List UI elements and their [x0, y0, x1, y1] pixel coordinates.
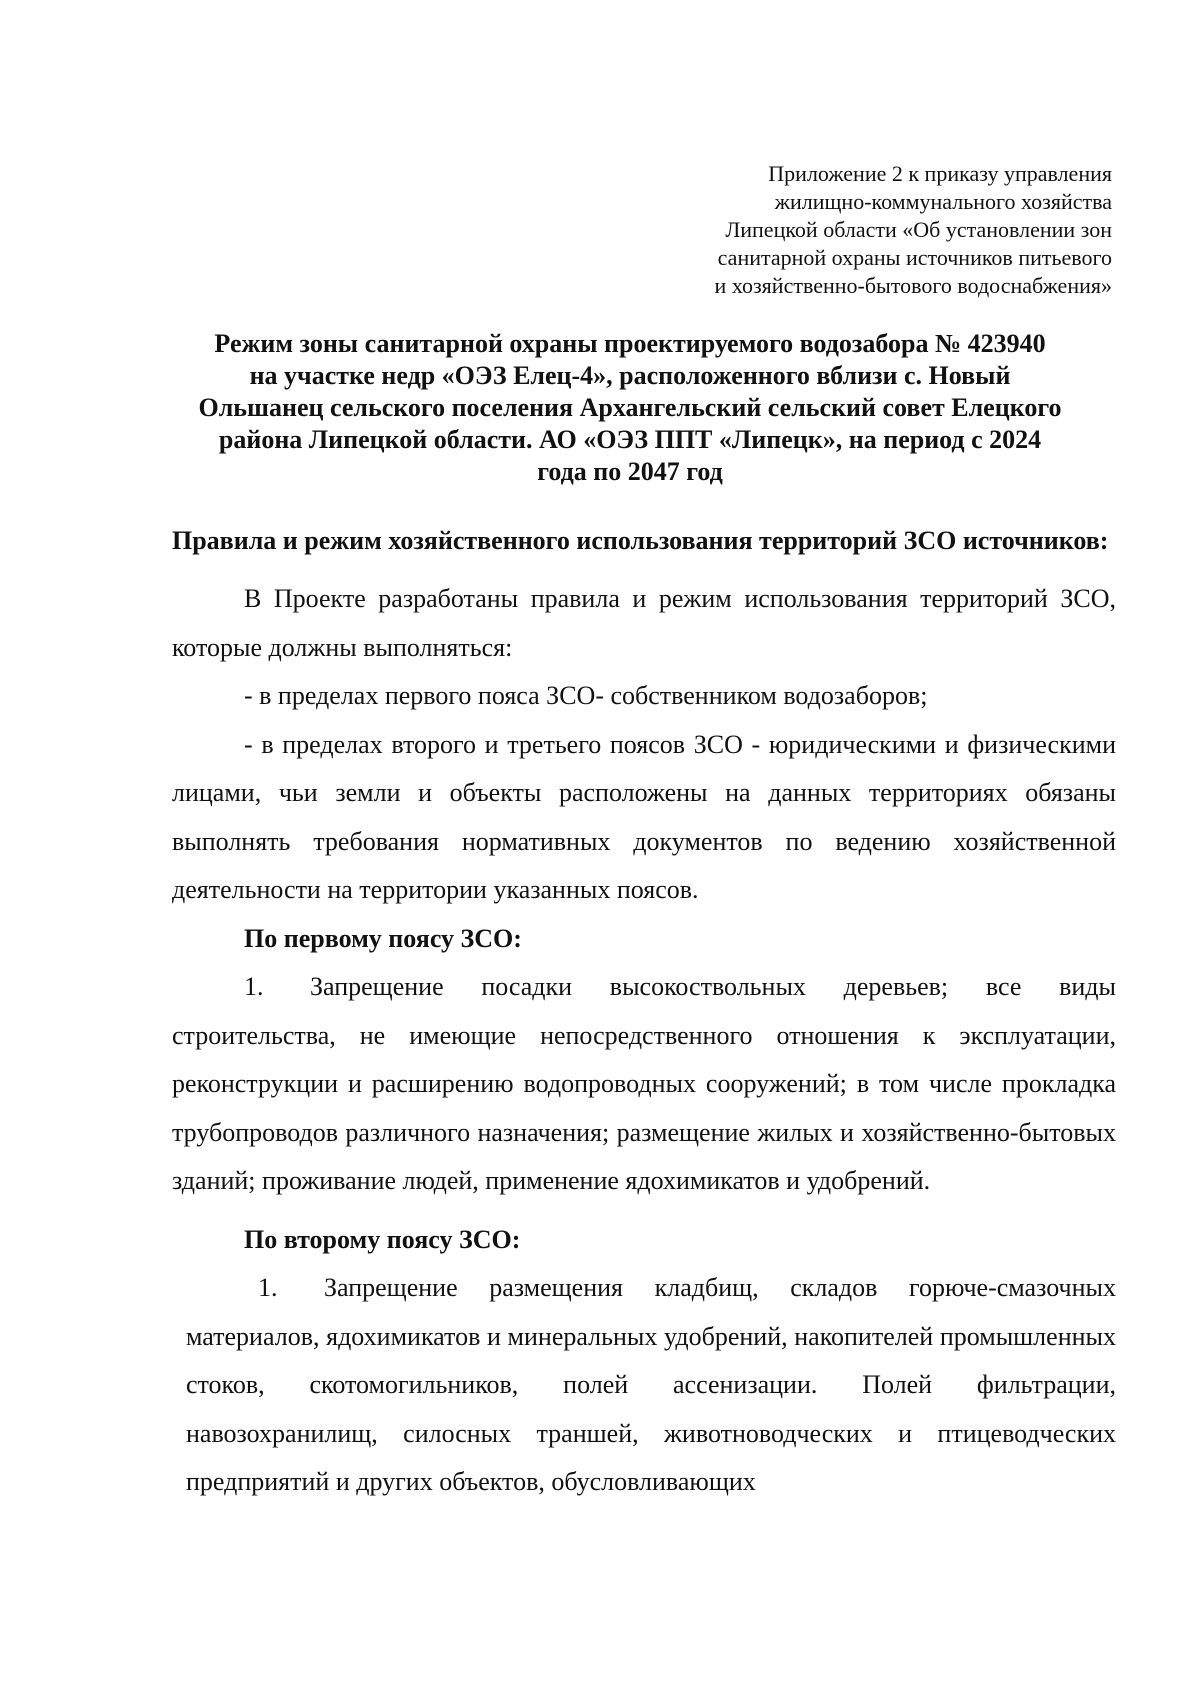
- bullet-second-third-zones: - в пределах второго и третьего поясов ЗСО - юридическими и физическими лицами, чьи земли и объекты расположены на данных территориях обязаны выполнять требования нормативных документов по ведению хозяйственной деятельности на территории указанных поясов.: [172, 729, 1116, 904]
- appendix-note: [592, 160, 1112, 300]
- zone1-heading: По первому поясу ЗСО:: [244, 923, 522, 953]
- zone1-item-text: Запрещение посадки высокоствольных деревьев; все виды строительства, не имеющие непосредственного отношения к эксплуатации, реконструкции и расширению водопроводных сооружений; в том числе прокладка трубопроводов различного назначения; размещение жилых и хозяйственно-бытовых зданий; проживание людей, применение ядохимикатов и удобрений.: [172, 972, 1116, 1195]
- zone2-item-text: Запрещение размещения кладбищ, складов горюче-смазочных материалов, ядохимикатов и минеральных удобрений, накопителей промышленных стоков, скотомогильников, полей ассенизации. Полей фильтрации, навозохранилищ, силосных траншей, животноводческих и птицеводческих предприятий и других объектов, обусловливающих: [186, 1273, 1116, 1496]
- intro-paragraph: В Проекте разработаны правила и режим использования территорий ЗСО, которые должны выполняться:: [172, 584, 1116, 662]
- appendix-line: санитарной охраны источников питьевого: [717, 245, 1112, 270]
- appendix-line: Приложение 2 к приказу управления: [768, 161, 1112, 186]
- document-body: [172, 512, 1116, 1507]
- title-line: Ольшанец сельского поселения Архангельский сельский совет Елецкого: [198, 393, 1062, 422]
- appendix-line: Липецкой области «Об установлении зон: [725, 217, 1112, 242]
- section-heading: Правила и режим хозяйственного использования территорий ЗСО источников:: [172, 526, 1109, 555]
- zone1-item-number: 1.: [244, 972, 264, 1001]
- title-line: Режим зоны санитарной охраны проектируемого водозабора № 423940: [214, 329, 1046, 358]
- title-line: на участке недр «ОЭЗ Елец-4», расположенного вблизи с. Новый: [249, 361, 1011, 390]
- zone2-heading: По второму поясу ЗСО:: [244, 1224, 521, 1254]
- zone2-item-number: 1.: [258, 1273, 278, 1302]
- title-line: района Липецкой области. АО «ОЭЗ ППТ «Липецк», на период с 2024: [218, 425, 1042, 454]
- document-title: [160, 328, 1100, 488]
- appendix-line: и хозяйственно-бытового водоснабжения»: [714, 273, 1112, 298]
- bullet-first-zone: - в пределах первого пояса ЗСО- собственником водозаборов;: [244, 681, 928, 710]
- appendix-line: жилищно-коммунального хозяйства: [774, 189, 1112, 214]
- title-line: года по 2047 год: [537, 457, 723, 486]
- zone2-item: [172, 1264, 1116, 1507]
- zone1-item: [172, 963, 1116, 1206]
